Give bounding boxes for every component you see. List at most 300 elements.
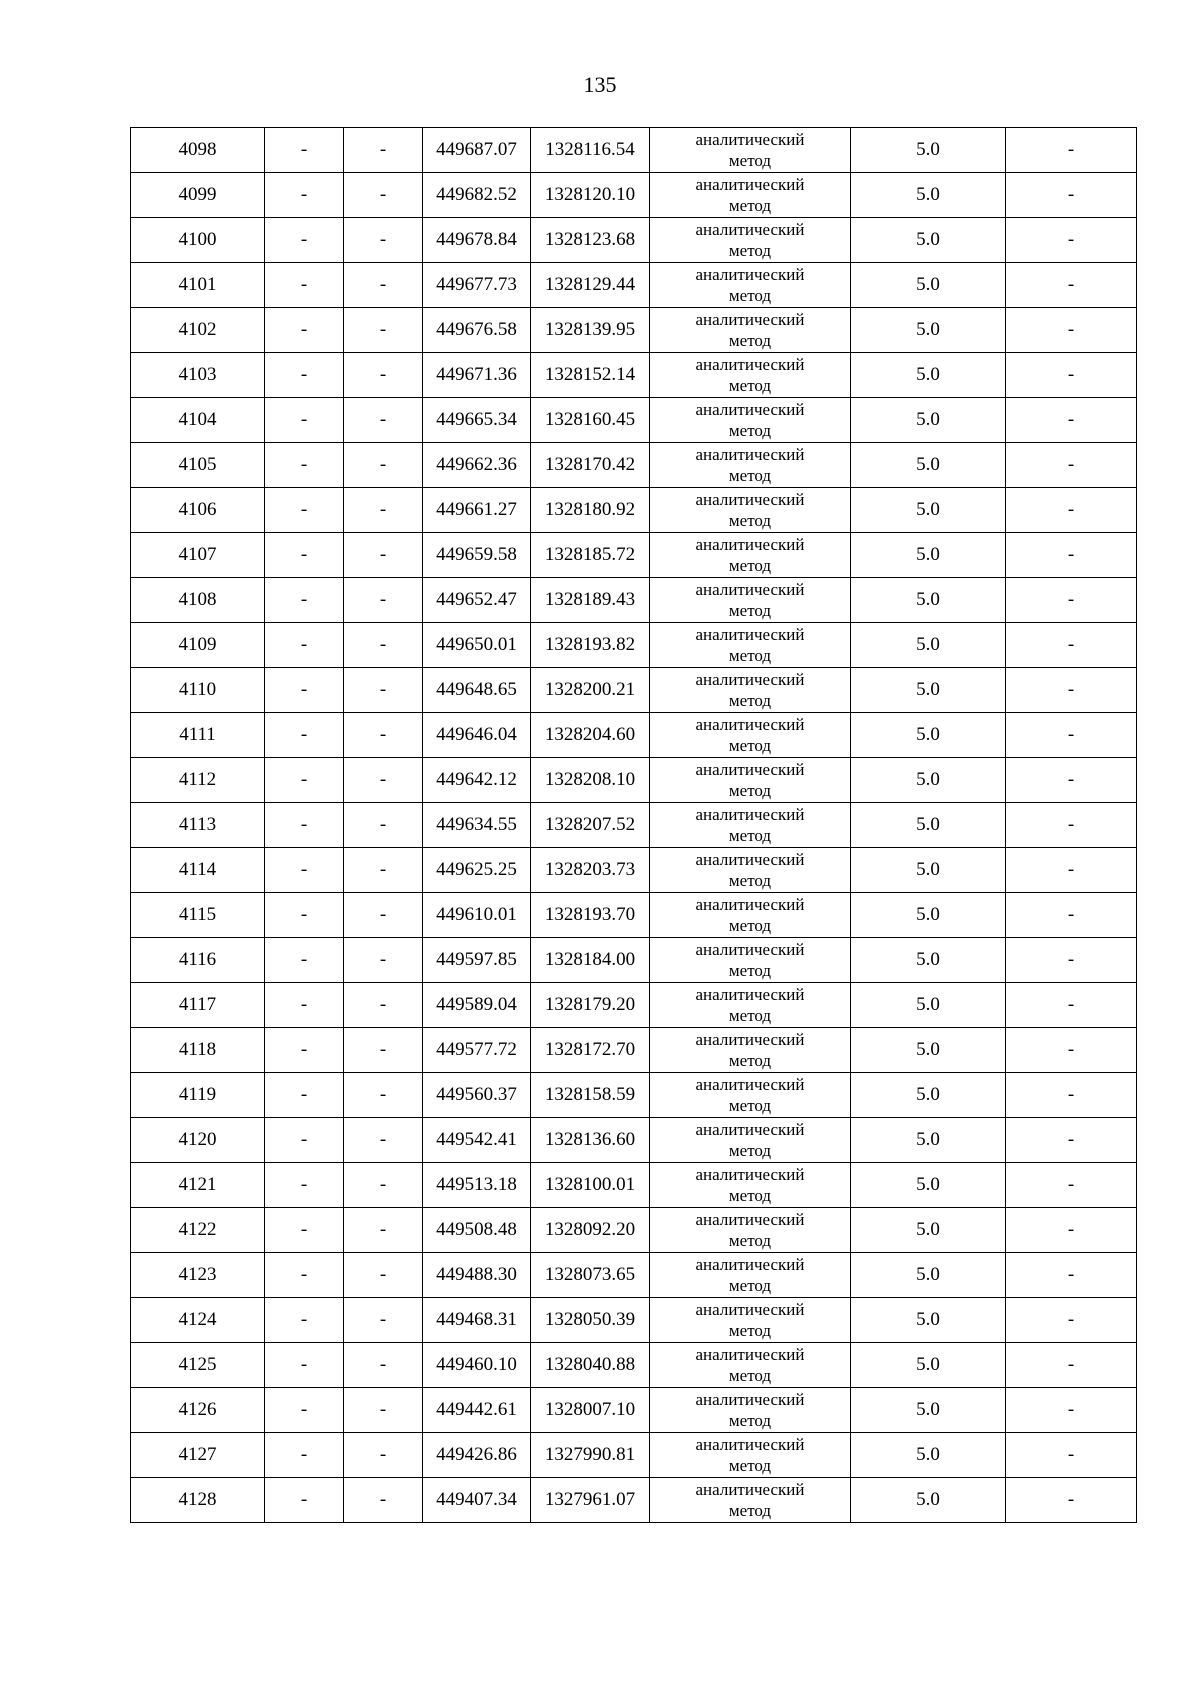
coordinates-table [130,127,1137,1523]
y-coordinate-cell: 1328136.60 [531,1118,650,1163]
accuracy-cell: 5.0 [851,173,1006,218]
method-text: аналитический [695,1030,805,1049]
accuracy-cell: 5.0 [851,623,1006,668]
page-number: 135 [583,72,617,97]
empty-cell: - [265,758,344,803]
accuracy-cell: 5.0 [851,1343,1006,1388]
method-text: аналитический [695,535,805,554]
point-number-cell: 4124 [131,1298,265,1343]
method-text: метод [728,331,772,350]
table-row [131,173,1137,218]
method-cell [650,713,851,758]
empty-cell: - [344,1478,423,1523]
method-text: метод [728,1411,772,1430]
method-text: метод [728,376,772,395]
method-text: метод [728,916,772,935]
accuracy-cell: 5.0 [851,1253,1006,1298]
method-text: метод [728,466,772,485]
method-text: метод [728,1501,772,1520]
empty-cell: - [265,1253,344,1298]
empty-cell: - [265,173,344,218]
point-number-cell: 4105 [131,443,265,488]
method-text: метод [728,1366,772,1385]
y-coordinate-cell: 1328123.68 [531,218,650,263]
y-coordinate-cell: 1328170.42 [531,443,650,488]
method-text: аналитический [695,220,805,239]
note-cell: - [1006,1073,1137,1118]
method-cell [650,353,851,398]
empty-cell: - [344,128,423,173]
note-cell: - [1006,803,1137,848]
accuracy-cell: 5.0 [851,578,1006,623]
point-number-cell: 4107 [131,533,265,578]
method-cell [650,893,851,938]
empty-cell: - [265,263,344,308]
empty-cell: - [265,803,344,848]
table-row [131,488,1137,533]
note-cell: - [1006,263,1137,308]
empty-cell: - [344,623,423,668]
method-cell [650,308,851,353]
table-row [131,218,1137,263]
method-text: метод [728,421,772,440]
method-text: аналитический [695,1300,805,1319]
method-cell [650,578,851,623]
note-cell: - [1006,1253,1137,1298]
point-number-cell: 4126 [131,1388,265,1433]
accuracy-cell: 5.0 [851,443,1006,488]
point-number-cell: 4120 [131,1118,265,1163]
empty-cell: - [265,488,344,533]
note-cell: - [1006,1208,1137,1253]
y-coordinate-cell: 1328179.20 [531,983,650,1028]
x-coordinate-cell: 449634.55 [423,803,531,848]
method-text: аналитический [695,1390,805,1409]
method-cell [650,668,851,713]
method-cell [650,848,851,893]
table-row [131,1253,1137,1298]
method-text: аналитический [695,760,805,779]
point-number-cell: 4108 [131,578,265,623]
table-row [131,758,1137,803]
empty-cell: - [265,353,344,398]
empty-cell: - [344,533,423,578]
point-number-cell: 4123 [131,1253,265,1298]
method-cell [650,1163,851,1208]
empty-cell: - [344,398,423,443]
x-coordinate-cell: 449646.04 [423,713,531,758]
empty-cell: - [265,443,344,488]
method-cell [650,938,851,983]
empty-cell: - [265,713,344,758]
method-text: метод [728,781,772,800]
point-number-cell: 4117 [131,983,265,1028]
x-coordinate-cell: 449442.61 [423,1388,531,1433]
method-text: аналитический [695,355,805,374]
note-cell: - [1006,668,1137,713]
accuracy-cell: 5.0 [851,848,1006,893]
method-text: метод [728,601,772,620]
method-text: аналитический [695,175,805,194]
y-coordinate-cell: 1328129.44 [531,263,650,308]
empty-cell: - [265,128,344,173]
note-cell: - [1006,1028,1137,1073]
method-cell [650,623,851,668]
x-coordinate-cell: 449652.47 [423,578,531,623]
table-row [131,1073,1137,1118]
y-coordinate-cell: 1328193.70 [531,893,650,938]
note-cell: - [1006,128,1137,173]
y-coordinate-cell: 1328207.52 [531,803,650,848]
x-coordinate-cell: 449676.58 [423,308,531,353]
method-text: метод [728,646,772,665]
method-text: метод [728,1006,772,1025]
x-coordinate-cell: 449648.65 [423,668,531,713]
x-coordinate-cell: 449642.12 [423,758,531,803]
empty-cell: - [344,1388,423,1433]
y-coordinate-cell: 1328050.39 [531,1298,650,1343]
note-cell: - [1006,1433,1137,1478]
accuracy-cell: 5.0 [851,1208,1006,1253]
y-coordinate-cell: 1328204.60 [531,713,650,758]
note-cell: - [1006,893,1137,938]
x-coordinate-cell: 449671.36 [423,353,531,398]
point-number-cell: 4122 [131,1208,265,1253]
method-cell [650,1388,851,1433]
table-row [131,353,1137,398]
x-coordinate-cell: 449597.85 [423,938,531,983]
empty-cell: - [265,668,344,713]
table-row [131,848,1137,893]
point-number-cell: 4115 [131,893,265,938]
point-number-cell: 4114 [131,848,265,893]
empty-cell: - [265,218,344,263]
empty-cell: - [265,1118,344,1163]
y-coordinate-cell: 1328172.70 [531,1028,650,1073]
point-number-cell: 4112 [131,758,265,803]
empty-cell: - [265,1388,344,1433]
method-cell [650,128,851,173]
accuracy-cell: 5.0 [851,1478,1006,1523]
point-number-cell: 4125 [131,1343,265,1388]
method-text: аналитический [695,1480,805,1499]
method-text: метод [728,871,772,890]
method-text: метод [728,1051,772,1070]
method-text: метод [728,556,772,575]
accuracy-cell: 5.0 [851,488,1006,533]
y-coordinate-cell: 1328007.10 [531,1388,650,1433]
method-text: метод [728,241,772,260]
method-text: аналитический [695,1075,805,1094]
method-text: аналитический [695,985,805,1004]
method-text: метод [728,1141,772,1160]
method-text: метод [728,1321,772,1340]
y-coordinate-cell: 1328100.01 [531,1163,650,1208]
accuracy-cell: 5.0 [851,1073,1006,1118]
method-text: аналитический [695,715,805,734]
method-text: метод [728,1096,772,1115]
method-cell [650,1073,851,1118]
empty-cell: - [344,488,423,533]
accuracy-cell: 5.0 [851,893,1006,938]
point-number-cell: 4102 [131,308,265,353]
method-text: метод [728,736,772,755]
table-row [131,1208,1137,1253]
point-number-cell: 4119 [131,1073,265,1118]
method-text: аналитический [695,445,805,464]
method-text: метод [728,1186,772,1205]
method-text: метод [728,961,772,980]
x-coordinate-cell: 449687.07 [423,128,531,173]
empty-cell: - [344,1253,423,1298]
note-cell: - [1006,173,1137,218]
empty-cell: - [344,758,423,803]
point-number-cell: 4128 [131,1478,265,1523]
x-coordinate-cell: 449407.34 [423,1478,531,1523]
note-cell: - [1006,1478,1137,1523]
empty-cell: - [344,893,423,938]
method-text: аналитический [695,1345,805,1364]
x-coordinate-cell: 449662.36 [423,443,531,488]
x-coordinate-cell: 449560.37 [423,1073,531,1118]
table-row [131,623,1137,668]
x-coordinate-cell: 449589.04 [423,983,531,1028]
accuracy-cell: 5.0 [851,803,1006,848]
method-text: метод [728,1231,772,1250]
y-coordinate-cell: 1328040.88 [531,1343,650,1388]
empty-cell: - [265,1433,344,1478]
method-text: метод [728,1276,772,1295]
table-row [131,533,1137,578]
method-cell [650,1298,851,1343]
note-cell: - [1006,1298,1137,1343]
x-coordinate-cell: 449488.30 [423,1253,531,1298]
empty-cell: - [344,938,423,983]
method-text: метод [728,196,772,215]
method-cell [650,443,851,488]
x-coordinate-cell: 449661.27 [423,488,531,533]
accuracy-cell: 5.0 [851,1028,1006,1073]
note-cell: - [1006,1118,1137,1163]
accuracy-cell: 5.0 [851,713,1006,758]
table-row [131,713,1137,758]
note-cell: - [1006,848,1137,893]
empty-cell: - [344,668,423,713]
empty-cell: - [344,578,423,623]
note-cell: - [1006,758,1137,803]
empty-cell: - [265,1298,344,1343]
note-cell: - [1006,1163,1137,1208]
table-row [131,803,1137,848]
accuracy-cell: 5.0 [851,938,1006,983]
method-text: аналитический [695,1165,805,1184]
x-coordinate-cell: 449577.72 [423,1028,531,1073]
empty-cell: - [344,713,423,758]
note-cell: - [1006,1343,1137,1388]
empty-cell: - [265,578,344,623]
table-row [131,1118,1137,1163]
x-coordinate-cell: 449650.01 [423,623,531,668]
table-row [131,893,1137,938]
table-row [131,443,1137,488]
empty-cell: - [265,1163,344,1208]
y-coordinate-cell: 1328092.20 [531,1208,650,1253]
note-cell: - [1006,398,1137,443]
empty-cell: - [344,218,423,263]
table-row [131,1433,1137,1478]
empty-cell: - [265,1478,344,1523]
note-cell: - [1006,713,1137,758]
method-text: аналитический [695,1255,805,1274]
accuracy-cell: 5.0 [851,1298,1006,1343]
method-cell [650,1433,851,1478]
point-number-cell: 4127 [131,1433,265,1478]
accuracy-cell: 5.0 [851,983,1006,1028]
table-row [131,1028,1137,1073]
x-coordinate-cell: 449678.84 [423,218,531,263]
method-cell [650,488,851,533]
method-cell [650,1478,851,1523]
accuracy-cell: 5.0 [851,758,1006,803]
empty-cell: - [344,308,423,353]
table-row [131,398,1137,443]
point-number-cell: 4104 [131,398,265,443]
point-number-cell: 4113 [131,803,265,848]
empty-cell: - [265,623,344,668]
method-text: аналитический [695,400,805,419]
point-number-cell: 4101 [131,263,265,308]
y-coordinate-cell: 1328200.21 [531,668,650,713]
method-cell [650,398,851,443]
empty-cell: - [344,1163,423,1208]
table-row [131,308,1137,353]
accuracy-cell: 5.0 [851,308,1006,353]
note-cell: - [1006,488,1137,533]
accuracy-cell: 5.0 [851,128,1006,173]
empty-cell: - [265,1208,344,1253]
y-coordinate-cell: 1328208.10 [531,758,650,803]
table-row [131,128,1137,173]
method-text: аналитический [695,1210,805,1229]
note-cell: - [1006,218,1137,263]
method-cell [650,1208,851,1253]
method-text: аналитический [695,580,805,599]
method-cell [650,263,851,308]
method-cell [650,1118,851,1163]
empty-cell: - [265,533,344,578]
note-cell: - [1006,938,1137,983]
x-coordinate-cell: 449665.34 [423,398,531,443]
y-coordinate-cell: 1328152.14 [531,353,650,398]
empty-cell: - [344,1028,423,1073]
table-row [131,1298,1137,1343]
table-row [131,1343,1137,1388]
empty-cell: - [344,1433,423,1478]
x-coordinate-cell: 449426.86 [423,1433,531,1478]
method-text: аналитический [695,130,805,149]
x-coordinate-cell: 449659.58 [423,533,531,578]
empty-cell: - [265,893,344,938]
y-coordinate-cell: 1328184.00 [531,938,650,983]
y-coordinate-cell: 1327961.07 [531,1478,650,1523]
point-number-cell: 4106 [131,488,265,533]
empty-cell: - [265,308,344,353]
empty-cell: - [344,848,423,893]
method-text: аналитический [695,895,805,914]
y-coordinate-cell: 1328160.45 [531,398,650,443]
note-cell: - [1006,983,1137,1028]
accuracy-cell: 5.0 [851,533,1006,578]
point-number-cell: 4110 [131,668,265,713]
method-text: метод [728,286,772,305]
method-text: метод [728,151,772,170]
x-coordinate-cell: 449513.18 [423,1163,531,1208]
point-number-cell: 4111 [131,713,265,758]
method-text: метод [728,1456,772,1475]
table-row [131,263,1137,308]
method-text: метод [728,691,772,710]
y-coordinate-cell: 1328185.72 [531,533,650,578]
point-number-cell: 4100 [131,218,265,263]
empty-cell: - [344,353,423,398]
accuracy-cell: 5.0 [851,1433,1006,1478]
y-coordinate-cell: 1328189.43 [531,578,650,623]
point-number-cell: 4116 [131,938,265,983]
table-body [131,128,1137,1523]
note-cell: - [1006,308,1137,353]
note-cell: - [1006,578,1137,623]
method-cell [650,533,851,578]
y-coordinate-cell: 1328116.54 [531,128,650,173]
x-coordinate-cell: 449625.25 [423,848,531,893]
method-text: аналитический [695,940,805,959]
method-text: аналитический [695,1120,805,1139]
empty-cell: - [265,1028,344,1073]
method-text: аналитический [695,310,805,329]
method-cell [650,1253,851,1298]
empty-cell: - [265,1073,344,1118]
accuracy-cell: 5.0 [851,668,1006,713]
point-number-cell: 4099 [131,173,265,218]
note-cell: - [1006,533,1137,578]
x-coordinate-cell: 449610.01 [423,893,531,938]
table-row [131,1163,1137,1208]
note-cell: - [1006,353,1137,398]
method-cell [650,173,851,218]
table-row [131,1388,1137,1433]
table-row [131,668,1137,713]
method-text: метод [728,511,772,530]
method-cell [650,1028,851,1073]
empty-cell: - [265,1343,344,1388]
empty-cell: - [265,848,344,893]
note-cell: - [1006,1388,1137,1433]
empty-cell: - [344,263,423,308]
point-number-cell: 4109 [131,623,265,668]
table-row [131,983,1137,1028]
method-cell [650,1343,851,1388]
accuracy-cell: 5.0 [851,353,1006,398]
method-text: аналитический [695,265,805,284]
y-coordinate-cell: 1328203.73 [531,848,650,893]
point-number-cell: 4121 [131,1163,265,1208]
empty-cell: - [265,983,344,1028]
empty-cell: - [265,398,344,443]
y-coordinate-cell: 1327990.81 [531,1433,650,1478]
method-cell [650,758,851,803]
y-coordinate-cell: 1328180.92 [531,488,650,533]
empty-cell: - [344,983,423,1028]
